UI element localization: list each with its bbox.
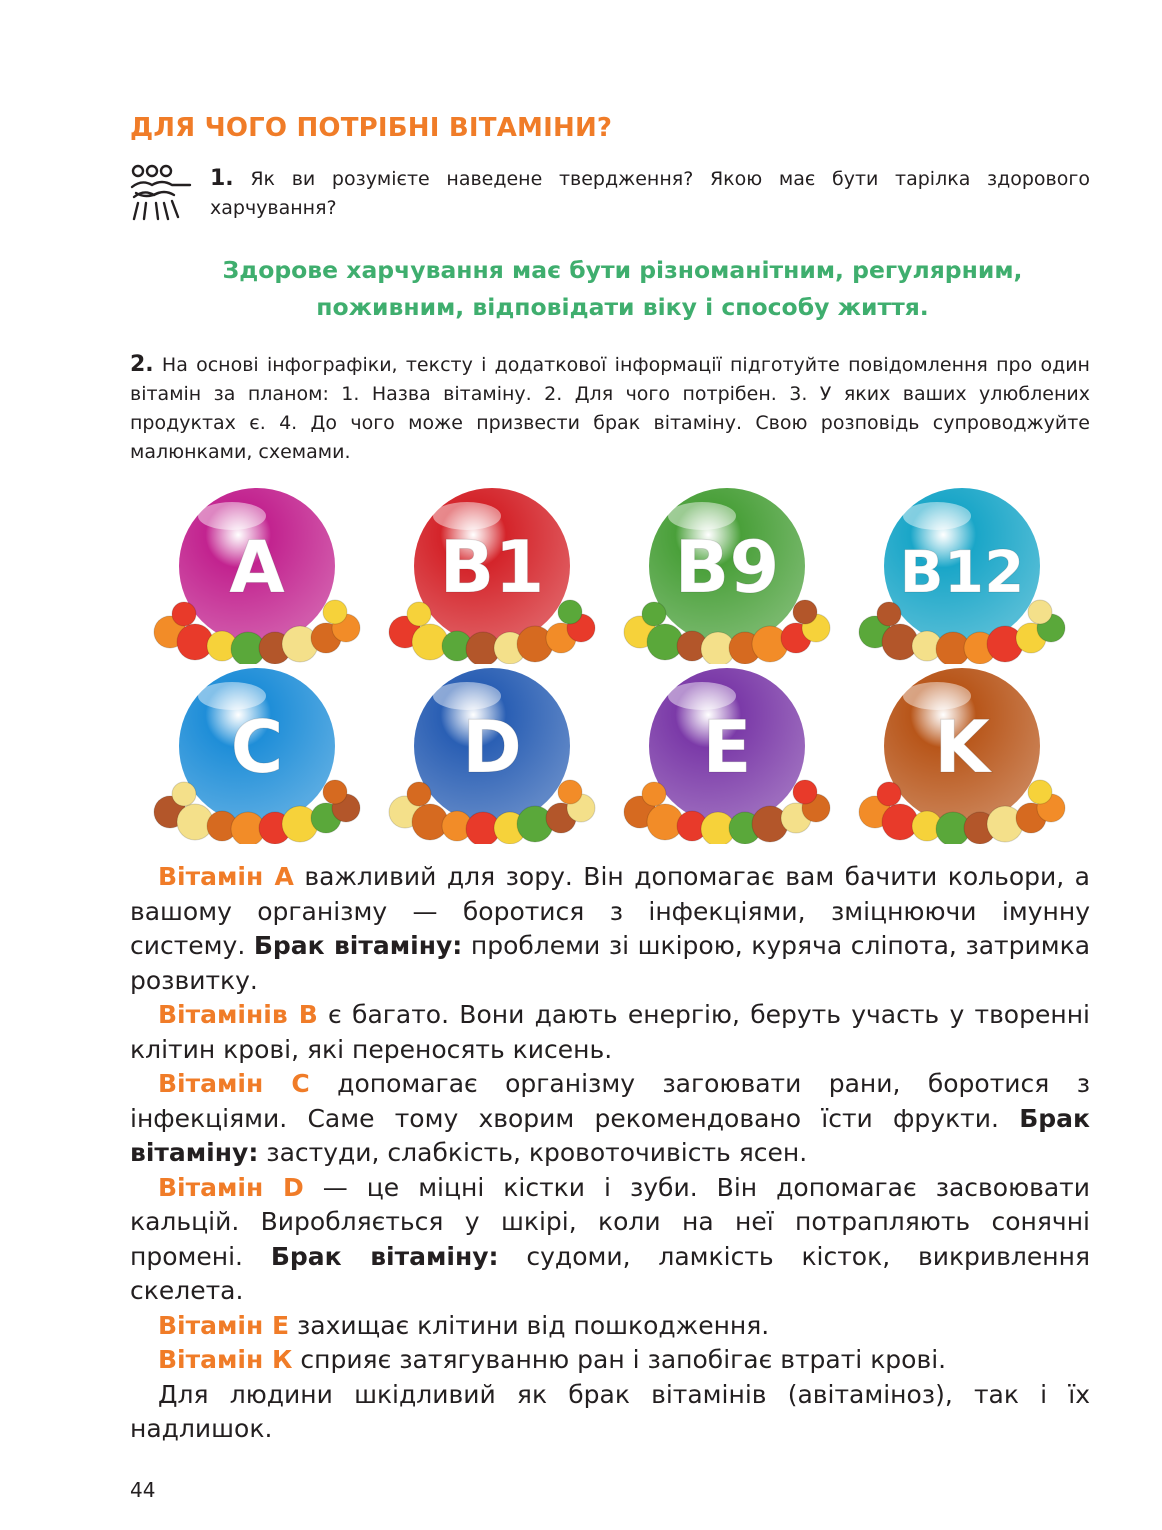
vitamin-letter: B1 bbox=[439, 525, 545, 609]
body-text bbox=[130, 860, 1090, 1447]
vitamin-d-text: — це міцні кістки і зуби. Він допомагає засвоювати кальцій. Виробляється у шкірі, коли на неї потрапляють сонячні промені. bbox=[130, 1172, 1090, 1271]
vitamin-badge-b1 bbox=[375, 484, 610, 664]
vitamin-e-text: захищає клітини від пошкодження. bbox=[289, 1310, 770, 1340]
vitamin-badge-a bbox=[140, 484, 375, 664]
paragraph-vitamin-b bbox=[130, 998, 1090, 1067]
vitamin-badge-b12 bbox=[845, 484, 1080, 664]
vitamin-sphere-e-icon bbox=[610, 664, 845, 844]
paragraph-vitamin-a bbox=[130, 860, 1090, 998]
vitamin-sphere-b1-icon bbox=[375, 484, 610, 664]
page-title: ДЛЯ ЧОГО ПОТРІБНІ ВІТАМІНИ? bbox=[130, 113, 613, 143]
vitamin-c-lack-text: застуди, слабкість, кровоточивість ясен. bbox=[258, 1138, 808, 1167]
vitamin-d-name: Вітамін D bbox=[158, 1172, 304, 1202]
vitamin-c-lack-label: Брак вітаміну: bbox=[130, 1103, 1090, 1167]
vitamin-sphere-k-icon bbox=[845, 664, 1080, 844]
vitamin-letter: K bbox=[934, 705, 990, 789]
vitamin-badge-e bbox=[610, 664, 845, 844]
vitamin-e-name: Вітамін Е bbox=[158, 1310, 290, 1340]
vitamin-sphere-d-icon bbox=[375, 664, 610, 844]
vitamin-letter: B9 bbox=[674, 525, 780, 609]
vitamin-letter: E bbox=[702, 705, 752, 789]
highlight-statement bbox=[150, 252, 1095, 326]
vitamin-k-text: сприяє затягуванню ран і запобігає втраті крові. bbox=[292, 1345, 947, 1374]
paragraph-final: Для людини шкідливий як брак вітамінів (авітаміноз), так і їх надлишок. bbox=[130, 1379, 1090, 1443]
vitamin-sphere-b12-icon bbox=[845, 484, 1080, 664]
task-2-number: 2. bbox=[130, 352, 154, 377]
vitamin-c-name: Вітамін С bbox=[158, 1069, 310, 1098]
page-number: 44 bbox=[130, 1478, 156, 1502]
vitamin-a-lack-text: проблеми зі шкірою, куряча сліпота, затримка розвитку. bbox=[130, 931, 1091, 995]
vitamin-k-name: Вітамін К bbox=[158, 1345, 293, 1374]
vitamin-d-lack-label: Брак вітаміну: bbox=[270, 1241, 499, 1271]
highlight-line-1: Здорове харчування має бути різноманітним, регулярним, bbox=[222, 256, 1023, 284]
vitamin-badge-k bbox=[845, 664, 1080, 844]
vitamin-c-text: допомагає організму загоювати рани, боротися з інфекціями. Саме тому хворим рекомендовано їсти фрукти. bbox=[130, 1069, 1091, 1133]
discussion-icon bbox=[128, 163, 194, 225]
vitamin-sphere-c-icon bbox=[140, 664, 375, 844]
paragraph-vitamin-k bbox=[130, 1343, 1090, 1378]
paragraph-vitamin-c bbox=[130, 1067, 1090, 1171]
vitamin-letter: B12 bbox=[899, 538, 1025, 606]
highlight-line-2: поживним, відповідати віку і способу життя. bbox=[316, 293, 929, 321]
vitamin-a-name: Вітамін А bbox=[158, 862, 294, 891]
paragraph-vitamin-e bbox=[130, 1309, 1090, 1344]
vitamin-letter: C bbox=[230, 705, 284, 789]
task-1 bbox=[210, 164, 1090, 223]
vitamin-badge-b9 bbox=[610, 484, 845, 664]
vitamin-sphere-b9-icon bbox=[610, 484, 845, 664]
task-1-number: 1. bbox=[210, 166, 234, 191]
vitamin-sphere-a-icon bbox=[140, 484, 375, 664]
vitamin-a-text: важливий для зору. Він допомагає вам бачити кольори, а вашому організму — боротися з інфекціями, зміцнюючи імунну систему. bbox=[130, 862, 1090, 960]
task-1-text: Як ви розумієте наведене твердження? Якою має бути тарілка здорового харчування? bbox=[210, 168, 1090, 219]
vitamin-d-lack-text: судоми, ламкість кісток, викривлення скелета. bbox=[130, 1241, 1090, 1305]
task-2-text: На основі інфографіки, тексту і додаткової інформації підготуйте повідомлення про один вітамін за планом: 1. Назва вітаміну. 2. Для чого потрібен. 3. У яких ваших улюблених продуктах є. 4. До чого може призвести брак вітаміну. Свою розповідь супроводжуйте малюнками, схемами. bbox=[130, 354, 1090, 463]
vitamin-letter: D bbox=[462, 705, 522, 789]
vitamin-badge-c bbox=[140, 664, 375, 844]
task-2 bbox=[130, 350, 1090, 467]
vitamin-b-text: є багато. Вони дають енергію, беруть участь у творенні клітин крові, які переносять кисень. bbox=[130, 1000, 1090, 1064]
vitamin-infographic bbox=[140, 484, 1080, 844]
vitamin-b-name: Вітамінів В bbox=[158, 1000, 318, 1029]
vitamin-letter: A bbox=[229, 525, 285, 609]
vitamin-badge-d bbox=[375, 664, 610, 844]
vitamin-a-lack-label: Брак вітаміну: bbox=[253, 931, 463, 960]
paragraph-vitamin-d bbox=[130, 1171, 1090, 1309]
